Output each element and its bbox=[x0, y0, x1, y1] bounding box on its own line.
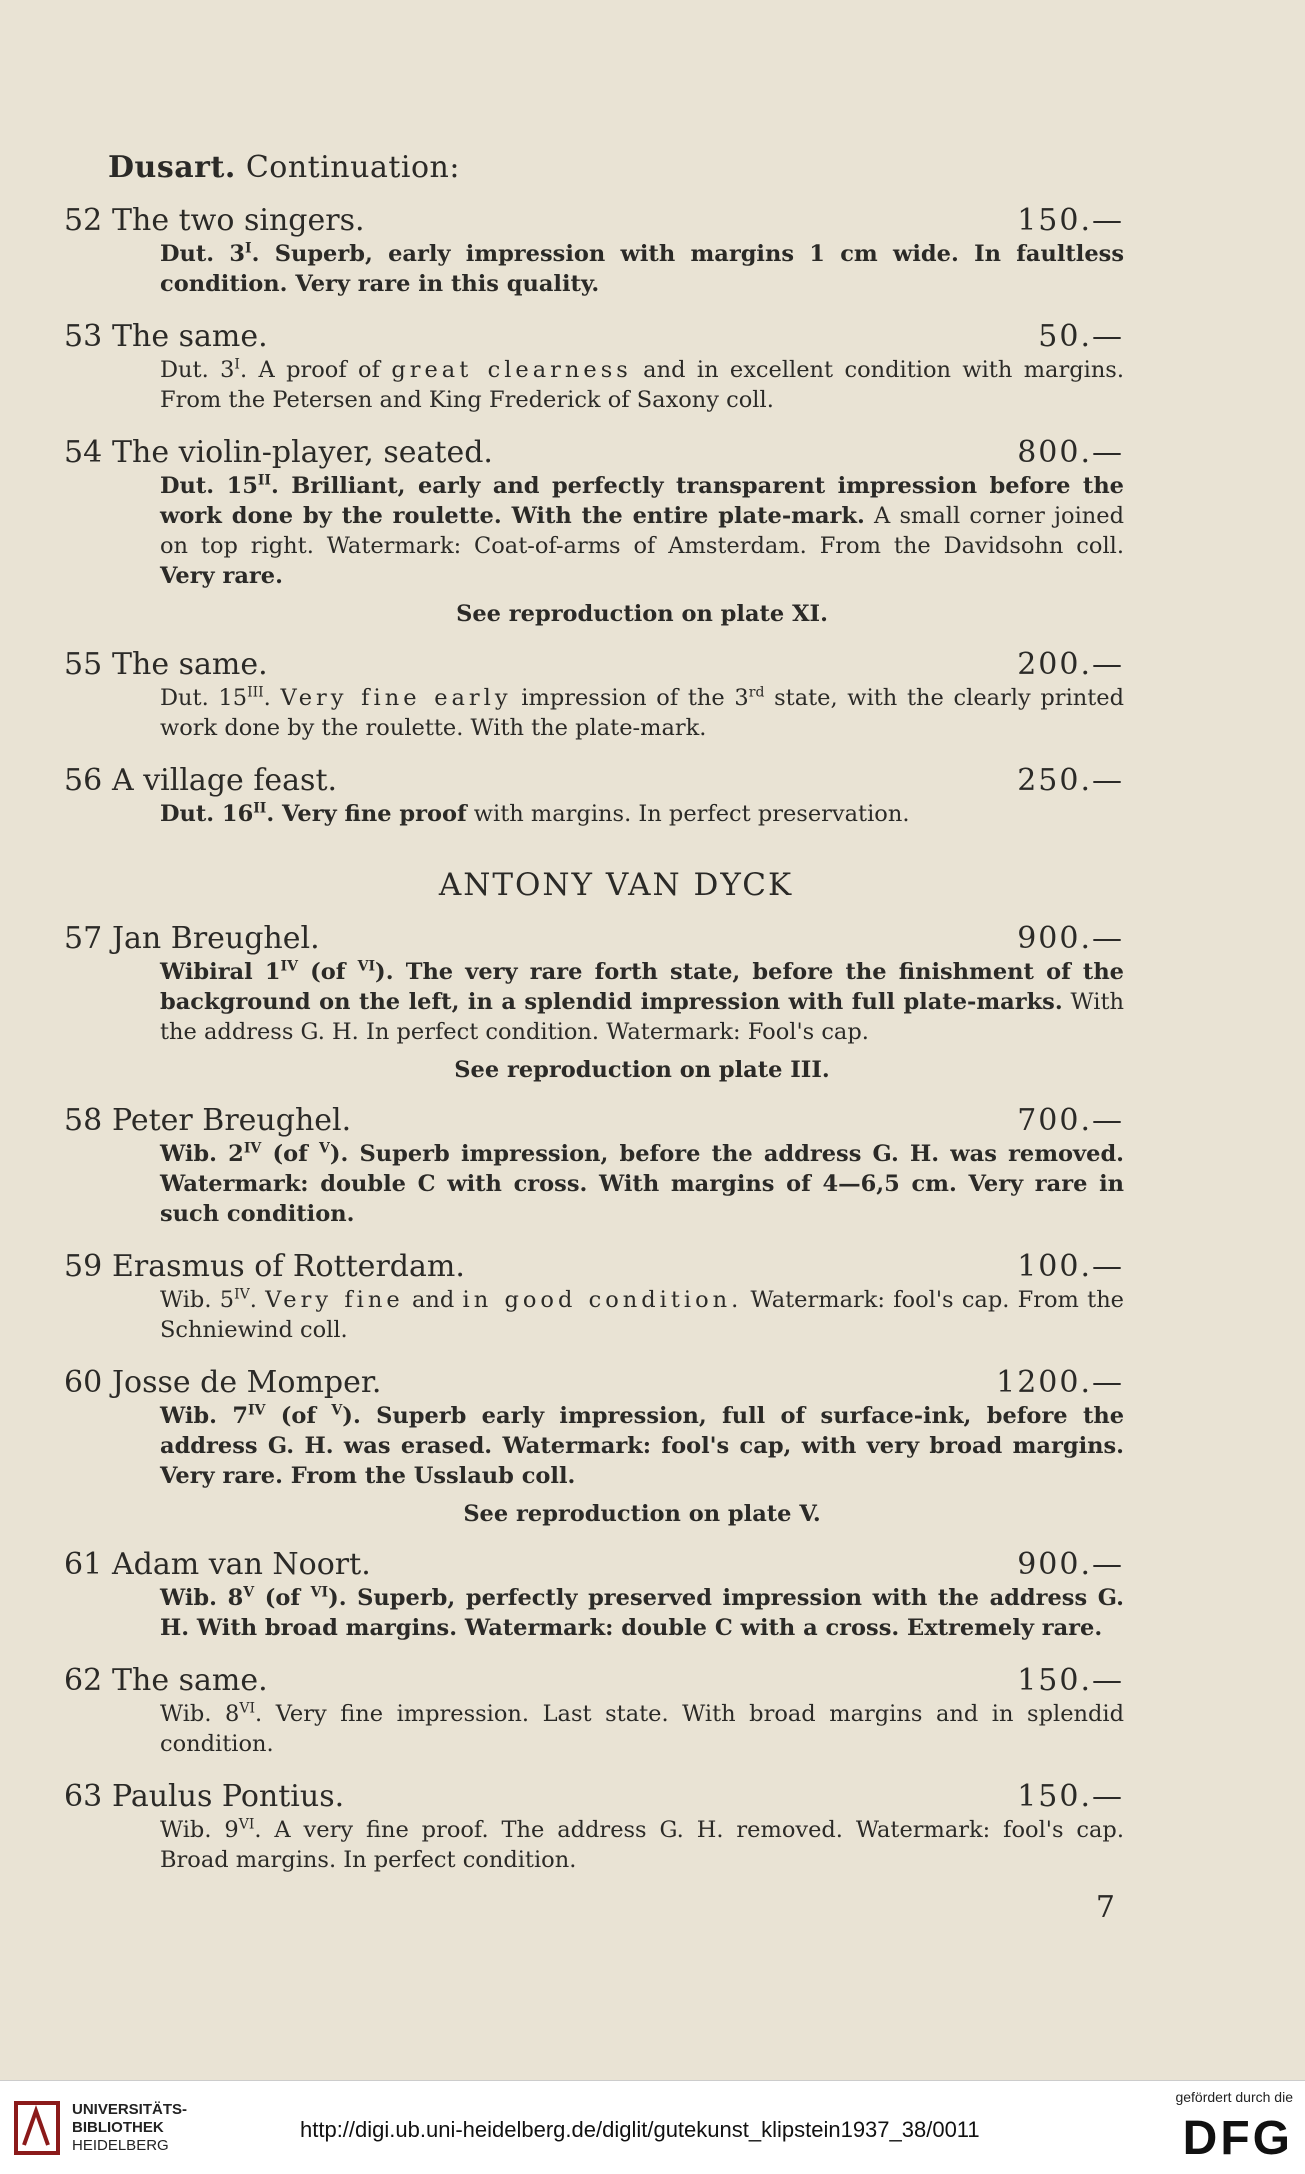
lot-entry bbox=[64, 1779, 1124, 1875]
description-segment: VI bbox=[239, 1700, 255, 1717]
description-segment: Wib. 9 bbox=[160, 1817, 239, 1843]
lot-heading bbox=[64, 647, 1124, 683]
lot-entry bbox=[64, 319, 1124, 415]
description-segment: impression of the 3 bbox=[511, 685, 749, 711]
description-segment: V bbox=[318, 1140, 330, 1157]
lot-price: 900.— bbox=[1017, 1547, 1124, 1582]
lot-description bbox=[160, 1401, 1124, 1491]
description-segment: VI bbox=[238, 1816, 255, 1833]
lot-price: 200.— bbox=[1017, 647, 1124, 682]
lot-title: The violin-player, seated. bbox=[112, 435, 493, 470]
description-segment: (of bbox=[261, 1141, 319, 1167]
lot-title: Peter Breughel. bbox=[112, 1103, 352, 1138]
description-segment: II bbox=[257, 472, 271, 489]
lot-price: 150.— bbox=[1017, 1779, 1124, 1814]
lot-heading bbox=[64, 921, 1124, 957]
description-segment: (of bbox=[254, 1585, 311, 1611]
lot-entry bbox=[64, 1663, 1124, 1759]
section-artist-heading: ANTONY VAN DYCK bbox=[438, 867, 794, 903]
lot-description bbox=[160, 1139, 1124, 1229]
lot-list-van-dyck bbox=[64, 921, 1124, 1875]
lot-description bbox=[160, 355, 1124, 415]
lot-heading bbox=[64, 203, 1124, 239]
description-segment: and in excellent condition with margins. From the Petersen and King Frederick of Saxony coll. bbox=[160, 357, 1125, 413]
description-segment: Wib. 5 bbox=[160, 1287, 235, 1313]
description-segment: V bbox=[243, 1584, 255, 1601]
lot-price: 150.— bbox=[1017, 203, 1124, 238]
catalogue-content bbox=[64, 150, 1124, 1895]
library-line-1: UNIVERSITÄTS- bbox=[72, 2101, 188, 2118]
lot-price: 700.— bbox=[1017, 1103, 1124, 1138]
lot-description bbox=[160, 683, 1124, 743]
lot-description bbox=[160, 1285, 1124, 1345]
lot-description bbox=[160, 799, 1124, 829]
lot-heading bbox=[64, 1663, 1124, 1699]
lot-title: Paulus Pontius. bbox=[112, 1779, 345, 1814]
lot-heading bbox=[64, 319, 1124, 355]
lot-heading bbox=[64, 1103, 1124, 1139]
description-segment: . Superb, early impression with margins 1 cm wide. In faultless condition. Very rare in this quality. bbox=[160, 241, 1124, 297]
library-line-3: HEIDELBERG bbox=[72, 2137, 169, 2154]
description-segment: Very fine bbox=[265, 1287, 404, 1313]
description-segment: Dut. 3 bbox=[160, 241, 246, 267]
lot-price: 150.— bbox=[1017, 1663, 1124, 1698]
description-segment: great clearness bbox=[391, 357, 632, 383]
lot-price: 100.— bbox=[1017, 1249, 1124, 1284]
lot-heading bbox=[64, 1779, 1124, 1815]
lot-entry bbox=[64, 1249, 1124, 1345]
description-segment: II bbox=[253, 800, 267, 817]
description-segment: Watermark: fool's cap. From the Schniewind coll. bbox=[160, 1287, 1124, 1343]
lot-entry bbox=[64, 921, 1124, 1083]
lot-entry bbox=[64, 647, 1124, 743]
lot-description bbox=[160, 471, 1124, 591]
lot-number: 59 bbox=[64, 1249, 103, 1284]
description-segment: . Very fine impression. Last state. With broad margins and in splendid condition. bbox=[160, 1701, 1125, 1757]
lot-number: 55 bbox=[64, 647, 103, 682]
lot-heading bbox=[64, 763, 1124, 799]
reproduction-note: See reproduction on plate III. bbox=[454, 1057, 830, 1083]
lot-title: The same. bbox=[112, 319, 268, 354]
lot-title: Erasmus of Rotterdam. bbox=[112, 1249, 465, 1284]
lot-description bbox=[160, 239, 1124, 299]
description-segment: state, with the clearly printed work done by the roulette. With the plate-mark. bbox=[160, 685, 1125, 741]
description-segment: VI bbox=[357, 958, 376, 975]
description-segment: I bbox=[234, 356, 240, 373]
lot-number: 63 bbox=[64, 1779, 103, 1814]
lot-description bbox=[160, 1583, 1124, 1643]
library-name bbox=[72, 2101, 187, 2155]
lot-description bbox=[160, 957, 1124, 1047]
lot-entry bbox=[64, 763, 1124, 829]
description-segment: . bbox=[263, 685, 281, 711]
footer-bar bbox=[0, 2080, 1305, 2174]
description-segment: Very fine early bbox=[280, 685, 512, 711]
lot-list-dusart bbox=[64, 203, 1124, 829]
reproduction-note: See reproduction on plate XI. bbox=[456, 601, 828, 627]
description-segment: V bbox=[331, 1402, 343, 1419]
description-segment: IV bbox=[280, 958, 298, 975]
lot-number: 57 bbox=[64, 921, 103, 956]
description-segment: VI bbox=[310, 1584, 329, 1601]
description-segment: Dut. 3 bbox=[160, 357, 235, 383]
library-line-2: BIBLIOTHEK bbox=[72, 2119, 164, 2136]
description-segment: ). Superb, perfectly preserved impression with the address G. H. With broad margins. Watermark: double C with a cross. Extremely rare. bbox=[160, 1585, 1124, 1641]
description-segment: IV bbox=[234, 1286, 250, 1303]
lot-price: 50.— bbox=[1038, 319, 1124, 354]
description-segment: Wib. 8 bbox=[160, 1585, 244, 1611]
description-segment: (of bbox=[297, 959, 358, 985]
description-segment: Wib. 8 bbox=[160, 1701, 240, 1727]
lot-heading bbox=[64, 1249, 1124, 1285]
lot-heading bbox=[64, 1365, 1124, 1401]
lot-title: The same. bbox=[112, 647, 268, 682]
description-segment: Dut. 16 bbox=[160, 801, 254, 827]
lot-entry bbox=[64, 1547, 1124, 1643]
description-segment: ). Superb early impression, full of surface-ink, before the address G. H. was erased. Watermark: fool's cap, with very broad margins. Very rare. From the Usslaub coll. bbox=[160, 1403, 1125, 1489]
lot-heading bbox=[64, 1547, 1124, 1583]
lot-title: Adam van Noort. bbox=[112, 1547, 371, 1582]
description-segment: Wib. 2 bbox=[160, 1141, 244, 1167]
lot-entry bbox=[64, 1103, 1124, 1229]
lot-price: 800.— bbox=[1017, 435, 1124, 470]
description-segment: Dut. 15 bbox=[160, 473, 258, 499]
description-segment: A small corner joined on top right. Watermark: Coat-of-arms of Amsterdam. From the Davidsohn coll. bbox=[160, 503, 1124, 559]
lot-entry bbox=[64, 435, 1124, 627]
lot-price: 250.— bbox=[1017, 763, 1124, 798]
description-segment: (of bbox=[265, 1403, 332, 1429]
description-segment: Very rare. bbox=[160, 563, 283, 589]
description-segment: rd bbox=[748, 684, 765, 701]
lot-number: 58 bbox=[64, 1103, 103, 1138]
lot-entry bbox=[64, 203, 1124, 299]
lot-description bbox=[160, 1815, 1124, 1875]
lot-description bbox=[160, 1699, 1124, 1759]
description-segment: ). Superb impression, before the address G. H. was removed. Watermark: double C with cross. With margins of 4—6,5 cm. Very rare in such condition. bbox=[160, 1141, 1125, 1227]
lot-number: 62 bbox=[64, 1663, 103, 1698]
lot-title: The two singers. bbox=[112, 203, 365, 238]
university-logo-icon bbox=[14, 2101, 60, 2155]
description-segment: . Very fine proof bbox=[266, 801, 467, 827]
description-segment: I bbox=[245, 240, 252, 257]
lot-number: 52 bbox=[64, 203, 103, 238]
funded-by-note: gefördert durch die bbox=[1175, 2089, 1293, 2105]
description-segment: Wib. 7 bbox=[160, 1403, 248, 1429]
document-url-link[interactable]: http://digi.ub.uni-heidelberg.de/diglit/gutekunst_klipstein1937_38/0011 bbox=[300, 2117, 980, 2142]
header-note: Continuation: bbox=[245, 150, 460, 185]
description-segment: IV bbox=[243, 1140, 262, 1157]
description-segment: . bbox=[249, 1287, 266, 1313]
lot-entry bbox=[64, 1365, 1124, 1527]
lot-number: 54 bbox=[64, 435, 103, 470]
description-segment: Wibiral 1 bbox=[160, 959, 281, 985]
description-segment: Dut. 15 bbox=[160, 685, 248, 711]
description-segment: . Brilliant, early and perfectly transparent impression before the work done by the roulette. With the entire plate-mark. bbox=[160, 473, 1124, 529]
description-segment: IV bbox=[247, 1402, 266, 1419]
description-segment: III bbox=[247, 684, 264, 701]
lot-title: The same. bbox=[112, 1663, 268, 1698]
lot-title: Jan Breughel. bbox=[112, 921, 320, 956]
page-number: 7 bbox=[1095, 1890, 1115, 1925]
description-segment: ). The very rare forth state, before the finishment of the background on the left, in a splendid impression with full plate-marks. bbox=[160, 959, 1124, 1015]
lot-price: 900.— bbox=[1017, 921, 1124, 956]
lot-number: 61 bbox=[64, 1547, 103, 1582]
dfg-logo: DFG bbox=[1182, 2112, 1293, 2165]
lot-price: 1200.— bbox=[996, 1365, 1124, 1400]
reproduction-note: See reproduction on plate V. bbox=[463, 1501, 821, 1527]
description-segment: with margins. In perfect preservation. bbox=[466, 801, 910, 827]
header-artist: Dusart. bbox=[108, 150, 236, 185]
lot-number: 56 bbox=[64, 763, 103, 798]
lot-title: A village feast. bbox=[112, 763, 338, 798]
lot-number: 60 bbox=[64, 1365, 103, 1400]
description-segment: in good condition. bbox=[462, 1287, 743, 1313]
description-segment: . A proof of bbox=[239, 357, 392, 383]
section-header bbox=[108, 150, 1124, 185]
description-segment: . A very fine proof. The address G. H. removed. Watermark: fool's cap. Broad margins. In perfect condition. bbox=[160, 1817, 1124, 1873]
lot-heading bbox=[64, 435, 1124, 471]
description-segment: and bbox=[403, 1287, 463, 1313]
lot-title: Josse de Momper. bbox=[112, 1365, 382, 1400]
description-segment: With the address G. H. In perfect condition. Watermark: Fool's cap. bbox=[160, 989, 1124, 1045]
lot-number: 53 bbox=[64, 319, 103, 354]
